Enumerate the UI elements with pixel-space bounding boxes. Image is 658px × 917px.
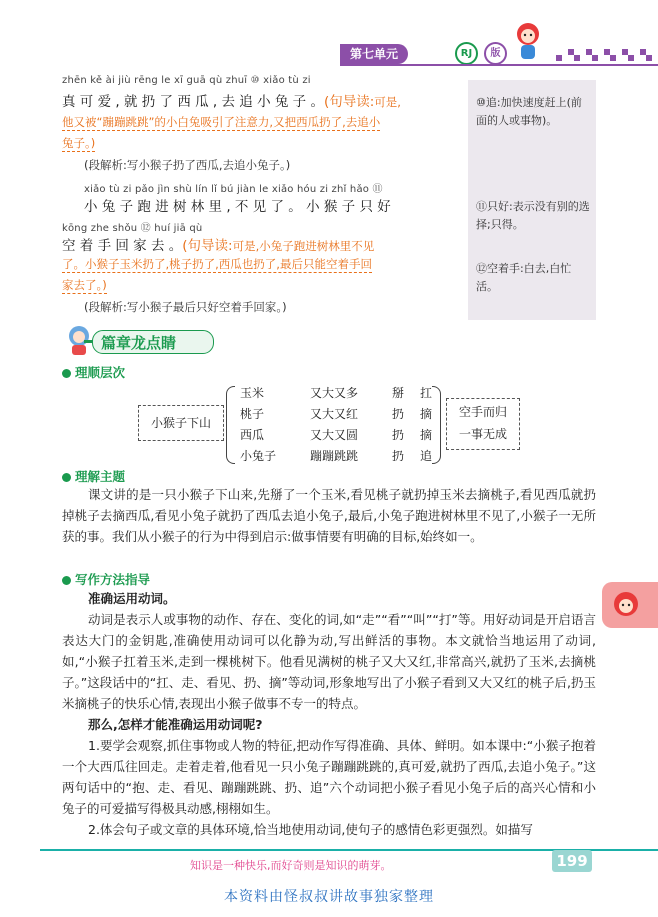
structure-row (240, 447, 432, 464)
pinyin-line-1: zhēn kě ài jiù rēng le xī guā qù zhuī ⑩ xiǎo tù zi (62, 75, 311, 86)
note-10-text: 追:加快速度赶上(前面的人或事物)。 (476, 96, 582, 127)
bullet-dot-icon (62, 369, 71, 378)
section-banner-title: 篇章龙点睛 (101, 334, 177, 352)
bullet-dot-icon (62, 576, 71, 585)
row-desc: 蹦蹦跳跳 (310, 449, 359, 463)
guide-text-1: 可是, (374, 95, 401, 109)
row-item: 桃子 (240, 407, 265, 421)
row-action-1: 扔 (392, 428, 405, 442)
row-action-2: 追 (420, 449, 433, 463)
row-action-2: 摘 (420, 407, 433, 421)
row-action-2: 摘 (420, 428, 433, 442)
guide-line-7: 家去了。) (62, 278, 107, 292)
row-item: 小兔子 (240, 449, 277, 463)
text-line-1 (62, 90, 401, 110)
writing-heading-text: 写作方法指导 (75, 572, 151, 587)
writing-paragraph-2: 1.要学会观察,抓住事物或人物的特征,把动作写得准确、具体、鲜明。如本课中:“小猴子抱着一个大西瓜往回走。走着走着,他看见一只小兔子蹦蹦跳跳的,真可爱,就扔了西瓜,去追小兔子。”这两句话中的“抱、走、看见、蹦蹦跳跳、扔、追”六个动词把小猴子看见小兔子后的高兴心情和小兔子的可爱描写得极具动感,栩栩如生。 (62, 738, 596, 816)
writing-paragraph-1: 动词是表示人或事物的动作、存在、变化的词,如“走”“看”“叫”“打”等。用好动词是开启语言表达大门的金钥匙,准确使用动词可以化静为动,写出鲜活的事物。本文就恰当地运用了动词,如,“小猴子扛着玉米,走到一棵桃树下。他看见满树的桃子又大又红,非常高兴,就扔了玉米,去摘桃子。”这段话中的“扛、走、看见、扔、摘”等动词,形象地写出了小猴子看到又大又红的桃子后,扔玉米摘桃子的快乐心情,表现出小猴子做事不专一的特点。 (62, 612, 596, 711)
paragraph-analysis-1: (段解析:写小猴子扔了西瓜,去追小兔子。) (84, 158, 291, 172)
edition-badge: 版 (484, 42, 507, 65)
writing-paragraph-3: 2.体会句子或文章的具体环境,恰当地使用动词,使句子的感情色彩更强烈。如描写 (88, 822, 533, 837)
text-line-5 (62, 234, 374, 254)
mascot-icon (508, 18, 548, 64)
note-12-text: 空着手:白去,白忙活。 (476, 262, 572, 293)
bullet-dot-icon (62, 473, 71, 482)
side-tab-mascot-icon (602, 582, 658, 628)
side-tab (602, 582, 658, 628)
header-divider (340, 64, 658, 66)
row-desc: 又大又多 (310, 386, 359, 400)
row-desc: 又大又圆 (310, 428, 359, 442)
guide-line-6: 了。小猴子玉米扔了,桃子扔了,西瓜也扔了,最后只能空着手回 (62, 257, 372, 271)
left-bracket (226, 386, 235, 464)
theme-heading-text: 理解主题 (75, 469, 126, 484)
theme-heading (62, 467, 125, 485)
edition-badge-rj: RJ (455, 42, 478, 65)
note-10-num: ⑩ (476, 96, 486, 109)
structure-right-box (446, 398, 520, 450)
structure-heading (62, 363, 125, 381)
right-box-line2: 一事无成 (458, 427, 507, 441)
page-number: 199 (552, 850, 592, 872)
note-12 (476, 260, 592, 296)
pinyin-line-4: xiǎo tù zi pǎo jìn shù lín lǐ bú jiàn le xiǎo hóu zi zhǐ hǎo ⑪ (84, 184, 383, 195)
text-line-1-main: 真 可 爱 , 就 扔 了 西 瓜 , 去 追 小 兔 子 。 (62, 94, 324, 110)
writing-subheading-1: 准确运用动词。 (88, 591, 176, 606)
footer-credit: 本资料由怪叔叔讲故事独家整理 (224, 889, 434, 905)
row-action-2: 扛 (420, 386, 433, 400)
row-action-1: 扔 (392, 449, 405, 463)
text-line-5-main: 空 着 手 回 家 去 。 (62, 238, 183, 254)
note-11-text: 只好:表示没有别的选择;只得。 (476, 200, 590, 231)
row-desc: 又大又红 (310, 407, 359, 421)
unit-title: 第七单元 (340, 44, 408, 64)
theme-body: 课文讲的是一只小猴子下山来,先掰了一个玉米,看见桃子就扔掉玉米去摘桃子,看见西瓜就扔掉桃子去摘西瓜,看见小兔子就扔了西瓜去追小兔子,最后,小兔子跑进树林里不见了,小猴子一无所获的事。我们从小猴子的行为中得到启示:做事情要有明确的目标,始终如一。 (62, 487, 596, 544)
text-line-4: 小 兔 子 跑 进 树 林 里 , 不 见 了 。 小 猴 子 只 好 (84, 199, 391, 215)
banner-mascot-icon (62, 322, 96, 356)
header-checker-decoration (556, 46, 656, 60)
guide-line-3: 兔子。) (62, 136, 96, 150)
note-10 (476, 94, 592, 130)
vocabulary-notes-panel (468, 80, 596, 320)
guide-line-2: 他又被“蹦蹦跳跳”的小白兔吸引了注意力,又把西瓜扔了,去追小 (62, 115, 381, 129)
note-11-num: ⑪ (476, 200, 487, 213)
row-item: 玉米 (240, 386, 265, 400)
guide-text-5: 可是,小兔子跑进树林里不见 (232, 239, 375, 253)
structure-left-box: 小猴子下山 (138, 405, 224, 441)
section-banner (92, 330, 214, 354)
right-bracket (432, 386, 441, 464)
structure-row (240, 426, 432, 443)
structure-row (240, 384, 432, 401)
row-item: 西瓜 (240, 428, 265, 442)
right-box-line1: 空手而归 (458, 405, 507, 419)
pinyin-line-5: kōng zhe shǒu ⑫ huí jiā qù (62, 223, 203, 234)
row-action-1: 掰 (392, 386, 405, 400)
guide-label-1: (句导读: (323, 94, 375, 110)
note-12-num: ⑫ (476, 262, 487, 275)
writing-subheading-2: 那么,怎样才能准确运用动词呢? (88, 717, 263, 732)
guide-label-5: (句导读: (182, 238, 233, 254)
footer-slogan: 知识是一种快乐,而好奇则是知识的萌芽。 (190, 859, 392, 872)
writing-heading (62, 570, 150, 588)
structure-row (240, 405, 432, 422)
note-11 (476, 198, 592, 234)
paragraph-analysis-2: (段解析:写小猴子最后只好空着手回家。) (84, 300, 287, 314)
row-action-1: 扔 (392, 407, 405, 421)
structure-heading-text: 理顺层次 (75, 365, 126, 380)
